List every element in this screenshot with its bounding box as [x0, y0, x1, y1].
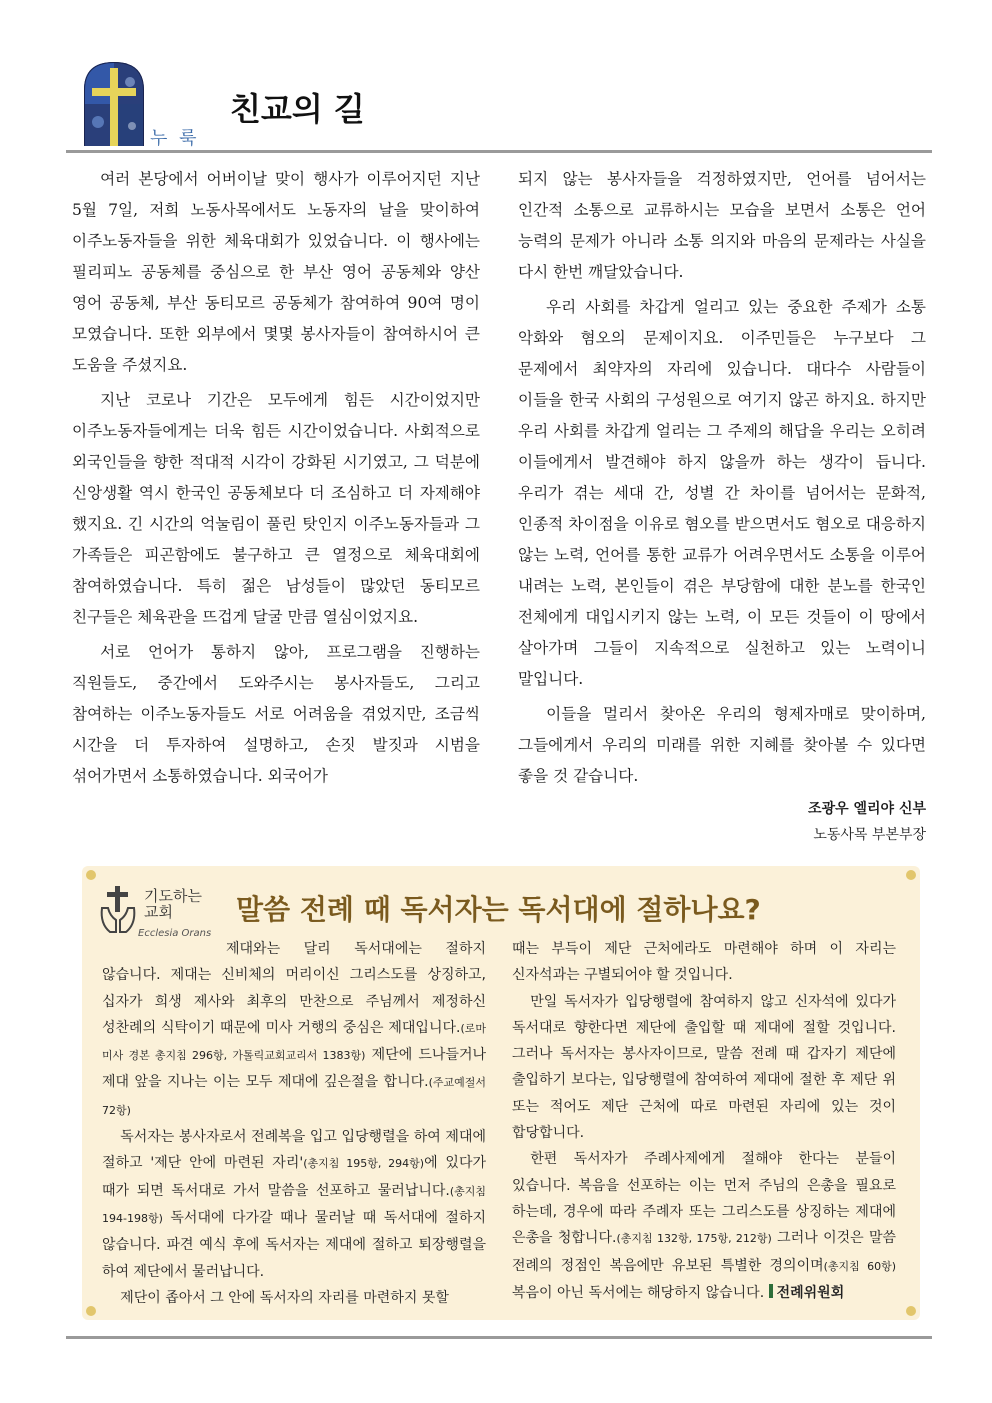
header-divider	[66, 150, 932, 153]
column-label: 누 룩	[150, 128, 200, 149]
qa-title: 말씀 전례 때 독서자는 독서대에 절하나요?	[236, 893, 761, 926]
reference-note: (주교예절서 72항)	[102, 1076, 486, 1117]
reference-note: (총지침 132항, 175항, 212항)	[616, 1232, 772, 1246]
article-left-column	[72, 164, 480, 792]
qa-paragraph: 제대와는 달리 독서대에는 절하지 않습니다. 제대는 신비체의 머리이신 그리스도를 상징하고, 십자가 희생 제사와 최후의 만찬으로 주님께서 제정하신 성찬례의 식탁이기 때문에 미사 거행의 중심은 제대입니다.(로마 미사 경본 총지침 296항, 가톨릭교회교리서 1383항) 제단에 드나들거나 제대 앞을 지나는 이는 모두 제대에 깊은절을 합니다.(주교예절서 72항)	[102, 941, 487, 1117]
article-paragraph: 되지 않는 봉사자들을 걱정하였지만, 언어를 넘어서는 인간적 소통으로 교류하시는 모습을 보면서 소통은 언어 능력의 문제가 아니라 소통 의지와 마음의 문제라는 사실을 다시 한번 깨달았습니다.	[518, 170, 926, 281]
qa-paragraph: 만일 독서자가 입당행렬에 참여하지 않고 신자석에 있다가 독서대로 향한다면 제단에 출입할 때 제대에 절할 것입니다. 그러나 독서자는 봉사자이므로, 말씀 전례 때 갑자기 제단에 출입하기 보다는, 입당행렬에 참여하여 제대에 절한 후 제단 위 또는 적어도 제단 근처에 따로 마련된 자리에 있는 것이 합당합니다.	[512, 993, 896, 1142]
article-paragraph: 서로 언어가 통하지 않아, 프로그램을 진행하는 직원들도, 중간에서 도와주시는 봉사자들도, 그리고 참여하는 이주노동자들도 서로 어려움을 겪었지만, 조금씩 시간을 더 투자하여 설명하고, 손짓 발짓과 시범을 섞어가면서 소통하였습니다. 외국어가	[72, 643, 480, 785]
reference-note: (로마 미사 경본 총지침 296항, 가톨릭교회교리서 1383항)	[102, 1021, 486, 1063]
liturgy-qa-box	[82, 866, 920, 1320]
reference-note: (총지침 195항, 294항)	[303, 1157, 425, 1171]
article-paragraph: 지난 코로나 기간은 모두에게 힘든 시간이었지만 이주노동자들에게는 더욱 힘든 시간이었습니다. 사회적으로 외국인들을 향한 적대적 시각이 강화된 시기였고, 그 덕분에 신앙생활 역시 한국인 공동체보다 더 조심하고 더 자제해야 했지요. 긴 시간의 억눌림이 풀린 탓인지 이주노동자들과 그 가족들은 피곤함에도 불구하고 큰 열정으로 체육대회에 참여하였습니다. 특히 젊은 남성들이 많았던 동티모르 친구들은 체육관을 뜨겁게 달굴 만큼 열심이었지요.	[72, 391, 480, 626]
corner-dot	[86, 1306, 96, 1316]
article-paragraph: 우리 사회를 차갑게 얼리고 있는 중요한 주제가 소통 악화와 혐오의 문제이지요. 이주민들은 누구보다 그 문제에서 최약자의 자리에 있습니다. 대다수 사람들이 이들을 한국 사회의 구성원으로 여기지 않곤 하지요. 하지만 우리 사회를 차갑게 얼리는 그 주제의 해답을 우리는 오히려 이들에게서 발견해야 하지 않을까 하는 생각이 듭니다. 우리가 겪는 세대 간, 성별 간 차이를 넘어서는 문화적, 인종적 차이점을 이유로 혐오를 받으면서도 혐오로 대응하지 않는 노력, 언어를 통한 교류가 어려우면서도 소통을 이루어 내려는 노력, 본인들이 겪은 부당함에 대한 분노를 한국인 전체에게 대입시키지 않는 노력, 이 모든 것들이 이 땅에서 살아가며 그들이 지속적으로 실천하고 있는 노력이니 말입니다.	[518, 298, 926, 688]
credit-marker-icon	[769, 1284, 773, 1298]
article-paragraph: 이들을 멀리서 찾아온 우리의 형제자매로 맞이하며, 그들에게서 우리의 미래를 위한 지혜를 찾아볼 수 있다면 좋을 것 같습니다.	[518, 705, 926, 785]
corner-dot	[906, 870, 916, 880]
corner-dot	[906, 1306, 916, 1316]
qa-paragraph: 독서자는 봉사자로서 전례복을 입고 입당행렬을 하여 제대에 절하고 '제단 안에 마련된 자리'(총지침 195항, 294항)에 있다가 때가 되면 독서대로 가서 말씀을 선포하고 물러납니다.(총지침 194-198항) 독서대에 다가갈 때나 물러날 때 독서대에 절하지 않습니다. 파견 예식 후에 독서자는 제대에 절하고 퇴장행렬을 하여 제단에서 물러납니다.	[102, 1129, 486, 1280]
article-right-column	[518, 164, 926, 844]
reference-note: (총지침 60항)	[823, 1259, 896, 1273]
praying-hands-cross-icon	[98, 884, 138, 936]
author-name: 조광우 엘리야 신부	[808, 801, 926, 817]
page-title: 친교의 길	[230, 90, 365, 128]
qa-paragraph: 제단이 좁아서 그 안에 독서자의 자리를 마련하지 못할	[120, 1289, 449, 1306]
praying-church-logo-title: 기도하는 교회	[144, 887, 202, 921]
qa-left-column	[102, 936, 486, 1311]
article-paragraph: 여러 본당에서 어버이날 맞이 행사가 이루어지던 지난 5월 7일, 저희 노동사목에서도 노동자의 날을 맞이하여 이주노동자들을 위한 체육대회가 있었습니다. 이 행사에는 필리피노 공동체를 중심으로 한 부산 영어 공동체와 양산 영어 공동체, 부산 동티모르 공동체가 참여하여 90여 명이 모였습니다. 또한 외부에서 몇몇 봉사자들이 참여하시어 큰 도움을 주셨지요.	[72, 170, 480, 374]
qa-right-column	[512, 936, 896, 1306]
credit: 전례위원회	[769, 1285, 845, 1301]
stained-glass-cross-logo	[84, 62, 144, 146]
corner-dot	[86, 870, 96, 880]
footer-divider	[66, 1336, 932, 1339]
qa-paragraph: 때는 부득이 제단 근처에라도 마련해야 하며 이 자리는 신자석과는 구별되어야 할 것입니다.	[512, 941, 896, 984]
qa-paragraph: 한편 독서자가 주례사제에게 절해야 한다는 분들이 있습니다. 복음을 선포하는 이는 먼저 주님의 은총을 필요로 하는데, 경우에 따라 주례자 또는 그리스도를 상징하는 제대에 은총을 청합니다.(총지침 132항, 175항, 212항) 그러나 이것은 말씀 전례의 정점인 복음에만 유보된 특별한 경의이며(총지침 60항) 복음이 아닌 독서에는 해당하지 않습니다. 전례위원회	[512, 1151, 896, 1301]
praying-church-logo-subtitle: Ecclesia Orans	[138, 928, 212, 939]
reference-note: (총지침 194-198항)	[102, 1184, 486, 1225]
author-role: 노동사목 부본부장	[813, 827, 926, 843]
